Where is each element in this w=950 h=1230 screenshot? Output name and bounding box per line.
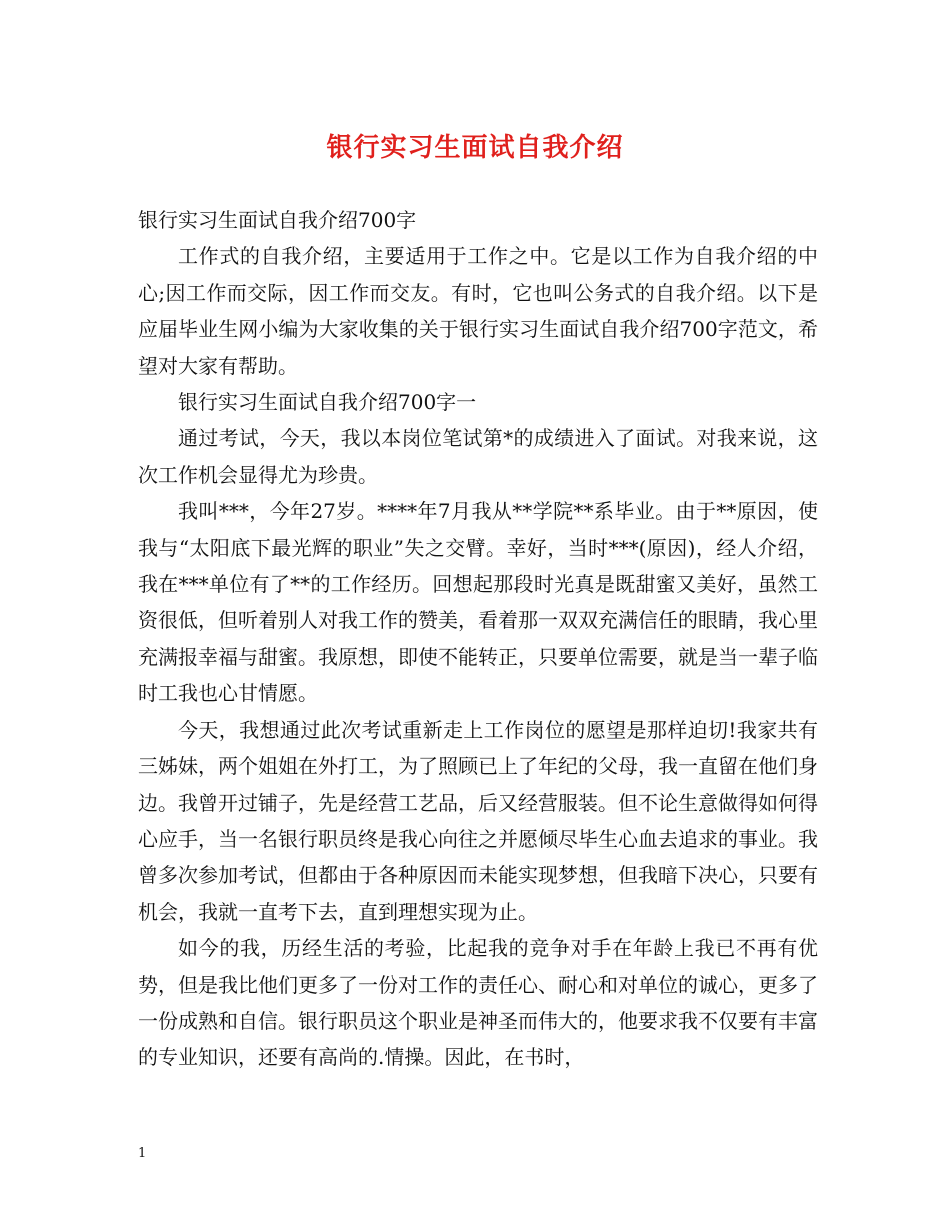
document-body	[138, 202, 818, 1076]
paragraph-strengths: 如今的我，历经生活的考验，比起我的竞争对手在年龄上我已不再有优势，但是我比他们更多了一份对工作的责任心、耐心和对单位的诚心，更多了一份成熟和自信。银行职员这个职业是神圣而伟大的，他要求我不仅要有丰富的专业知识，还要有高尚的.情操。因此，在书时，	[138, 936, 818, 1070]
document-subtitle: 银行实习生面试自我介绍700字	[138, 208, 417, 232]
page-number: 1	[138, 1146, 147, 1161]
paragraph-intro: 工作式的自我介绍，主要适用于工作之中。它是以工作为自我介绍的中心;因工作而交际，因工作而交友。有时，它也叫公务式的自我介绍。以下是应届毕业生网小编为大家收集的关于银行实习生面试自我介绍700字范文，希望对大家有帮助。	[138, 244, 818, 378]
document-title: 银行实习生面试自我介绍	[326, 133, 624, 163]
paragraph-section-heading: 银行实习生面试自我介绍700字一	[178, 390, 477, 415]
paragraph-background: 我叫***，今年27岁。****年7月我从**学院**系毕业。由于**原因，使我与“太阳底下最光辉的职业”失之交臂。幸好，当时***(原因)，经人介绍，我在***单位有了**的工作经历。回想起那段时光真是既甜蜜又美好，虽然工资很低，但听着别人对我工作的赞美，看着那一双双充满信任的眼睛，我心里充满报幸福与甜蜜。我原想，即使不能转正，只要单位需要，就是当一辈子临时工我也心甘情愿。	[138, 499, 818, 706]
paragraph-exam: 通过考试，今天，我以本岗位笔试第*的成绩进入了面试。对我来说，这次工作机会显得尤为珍贵。	[138, 426, 818, 487]
paragraph-motivation: 今天，我想通过此次考试重新走上工作岗位的愿望是那样迫切!我家共有三姊妹，两个姐姐在外打工，为了照顾已上了年纪的父母，我一直留在他们身边。我曾开过铺子，先是经营工艺品，后又经营服装。但不论生意做得如何得心应手，当一名银行职员终是我心向往之并愿倾尽毕生心血去追求的事业。我曾多次参加考试，但都由于各种原因而未能实现梦想，但我暗下决心，只要有机会，我就一直考下去，直到理想实现为止。	[138, 717, 818, 924]
